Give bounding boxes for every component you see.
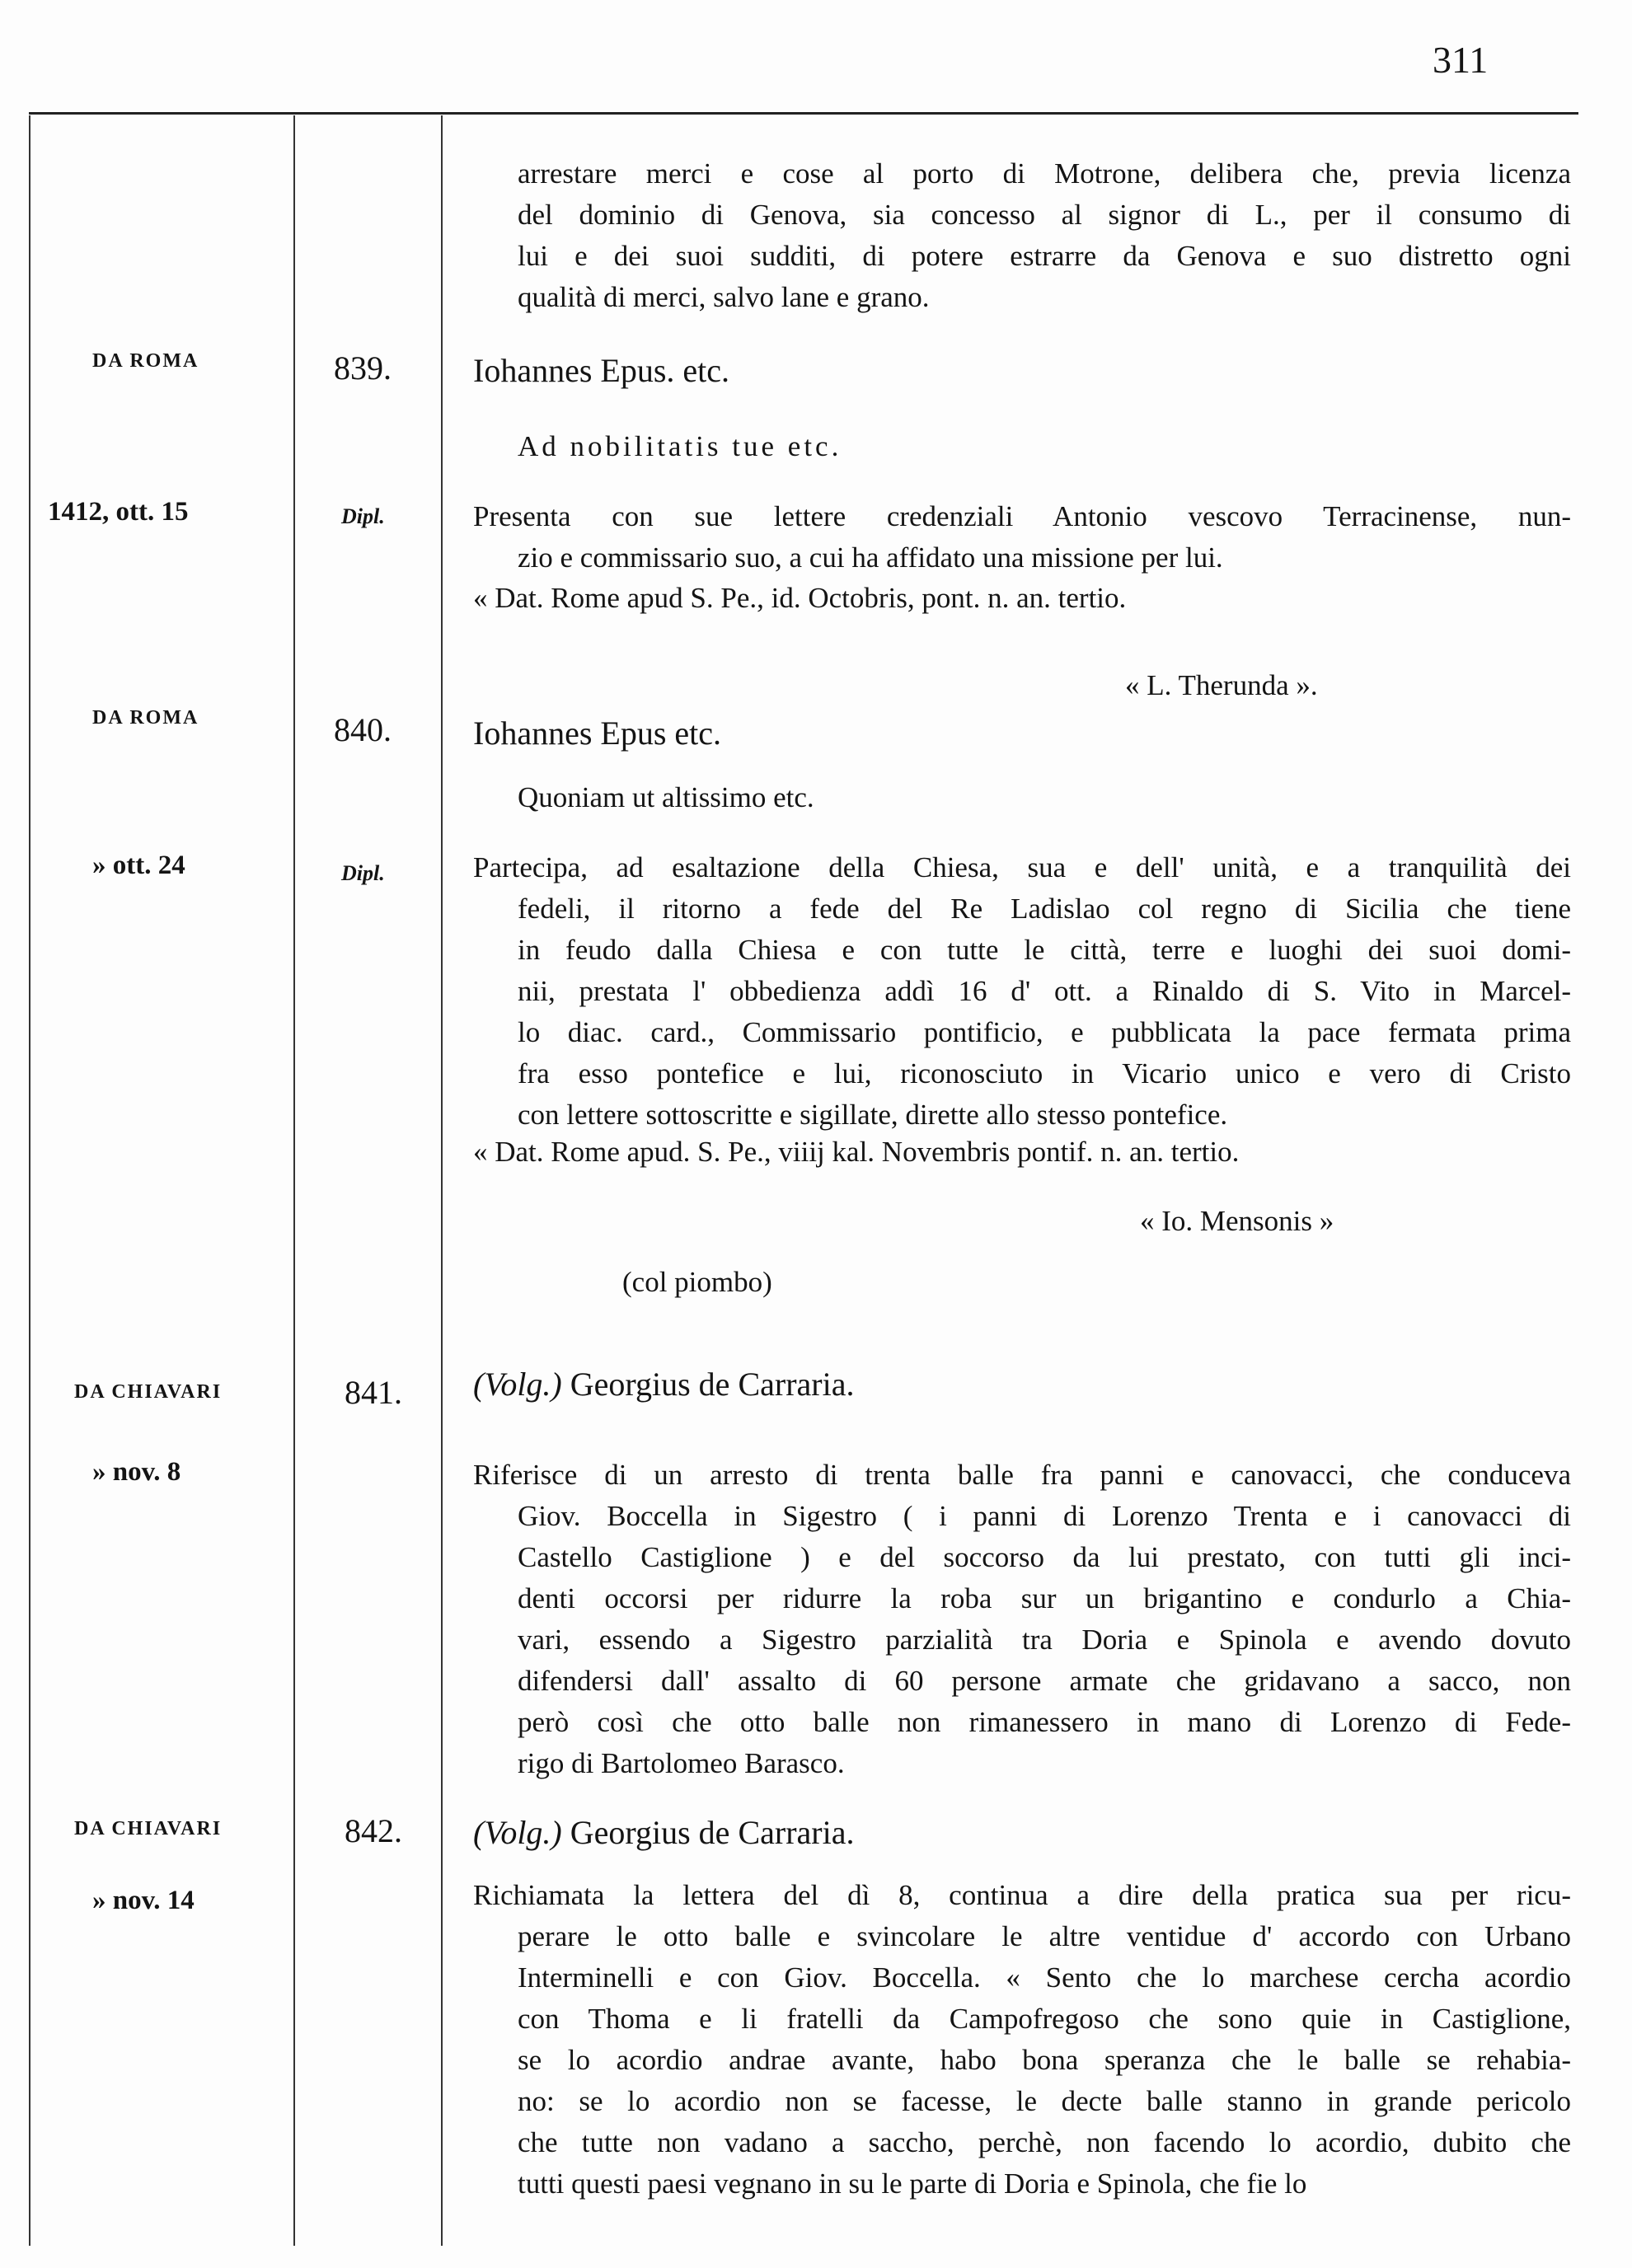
text-line: con Thoma e li fratelli da Campofregoso che sono quie in Castiglione, (518, 2003, 1571, 2035)
sender-prefix: (Volg.) (473, 1814, 562, 1851)
text-line: rigo di Bartolomeo Barasco. (518, 1747, 845, 1779)
entry-sender: Iohannes Epus etc. (473, 715, 722, 752)
entry-number: 840. (334, 711, 392, 748)
entry-signature: « L. Therunda ». (1125, 669, 1318, 701)
text-line: se lo acordio andrae avante, habo bona speranza che le balle se rehabia- (518, 2044, 1571, 2076)
text-line: no: se lo acordio non se facesse, le decte balle stanno in grande pericolo (518, 2085, 1571, 2117)
text-line: in feudo dalla Chiesa e con tutte le città, terre e luoghi dei suoi domi- (518, 934, 1571, 966)
text-line: zio e commissario suo, a cui ha affidato una missione per lui. (518, 541, 1223, 574)
entry-summary (473, 1455, 1571, 1784)
entry-number: 841. (345, 1374, 402, 1411)
text-line: vari, essendo a Sigestro parzialità tra Doria e Spinola e avendo dovuto (518, 1624, 1571, 1656)
text-line: fedeli, il ritorno a fede del Re Ladislao col regno di Sicilia che tiene (518, 893, 1571, 925)
text-line: fra esso pontefice e lui, riconosciuto in Vicario unico e vero di Cristo (518, 1057, 1571, 1089)
entry-sender-line (473, 1365, 854, 1403)
entry-incipit: Ad nobilitatis tue etc. (518, 430, 842, 462)
text-line: che tutte non vadano a saccho, perchè, non facendo lo acordio, dubito che (518, 2126, 1571, 2158)
text-line: perare le otto balle e svincolare le altre ventidue d' accordo con Urbano (518, 1920, 1571, 1952)
entry-summary (473, 847, 1571, 1136)
entry-signature: « Io. Mensonis » (1140, 1205, 1334, 1237)
text-line: con lettere sottoscritte e sigillate, dirette allo stesso pontefice. (518, 1099, 1228, 1131)
entry-summary (473, 496, 1571, 579)
entry-sender: Iohannes Epus. etc. (473, 352, 730, 389)
entry-sender-line (473, 1813, 854, 1852)
entry-place: DA ROMA (92, 707, 199, 729)
entry-type: Dipl. (341, 504, 385, 528)
text-line: Castello Castiglione ) e del soccorso da lui prestato, con tutti gli inci- (518, 1541, 1571, 1573)
entry-date: » ott. 24 (92, 850, 185, 880)
top-rule (29, 112, 1578, 115)
entry-number: 839. (334, 349, 392, 387)
entry-incipit: Quoniam ut altissimo etc. (518, 781, 814, 813)
entry-type: Dipl. (341, 861, 385, 885)
sender-prefix: (Volg.) (473, 1366, 562, 1403)
entry-number: 842. (345, 1812, 402, 1849)
text-line: Riferisce di un arresto di trenta balle fra panni e canovacci, che conduceva (473, 1459, 1571, 1491)
entry-datum: « Dat. Rome apud. S. Pe., viiij kal. Novembris pontif. n. an. tertio. (473, 1136, 1240, 1168)
text-line: denti occorsi per ridurre la roba sur un brigantino e condurlo a Chia- (518, 1582, 1571, 1614)
entry-place: DA CHIAVARI (74, 1381, 223, 1403)
continuation-paragraph (473, 153, 1571, 318)
page-number: 311 (1433, 39, 1489, 81)
entry-place: DA ROMA (92, 350, 199, 372)
text-line: Richiamata la lettera del dì 8, continua a dire della pratica sua per ricu- (473, 1879, 1571, 1911)
text-line: Partecipa, ad esaltazione della Chiesa, sua e dell' unità, e a tranquilità dei (473, 851, 1571, 883)
entry-date: 1412, ott. 15 (48, 497, 189, 527)
text-line: lo diac. card., Commissario pontificio, e pubblicata la pace fermata prima (518, 1016, 1571, 1048)
entry-sender: Georgius de Carraria. (570, 1366, 855, 1403)
text-line: tutti questi paesi vegnano in su le parte di Doria e Spinola, che fie lo (518, 2167, 1307, 2200)
seal-note: (col piombo) (622, 1266, 772, 1298)
column-divider-left (29, 115, 30, 2246)
entry-sender: Georgius de Carraria. (570, 1814, 855, 1851)
entry-date: » nov. 8 (92, 1457, 181, 1487)
entry-date: » nov. 14 (92, 1886, 195, 1915)
column-divider-middle (293, 115, 295, 2246)
text-line: lui e dei suoi sudditi, di potere estrarre da Genova e suo distretto ogni (518, 240, 1571, 272)
column-divider-right (441, 115, 443, 2246)
text-line: Presenta con sue lettere credenziali Antonio vescovo Terracinense, nun- (473, 500, 1571, 532)
text-line: però così che otto balle non rimanessero in mano di Lorenzo di Fede- (518, 1706, 1571, 1738)
text-line: Interminelli e con Giov. Boccella. « Sento che lo marchese cercha acordio (518, 1961, 1571, 1994)
entry-summary (473, 1875, 1571, 2205)
text-line: nii, prestata l' obbedienza addì 16 d' ott. a Rinaldo di S. Vito in Marcel- (518, 975, 1571, 1007)
text-line: arrestare merci e cose al porto di Motrone, delibera che, previa licenza (518, 157, 1571, 190)
entry-place: DA CHIAVARI (74, 1818, 223, 1839)
text-line: qualità di merci, salvo lane e grano. (518, 281, 930, 313)
text-line: del dominio di Genova, sia concesso al signor di L., per il consumo di (518, 199, 1571, 231)
entry-datum: « Dat. Rome apud S. Pe., id. Octobris, pont. n. an. tertio. (473, 582, 1127, 614)
text-line: difendersi dall' assalto di 60 persone armate che gridavano a sacco, non (518, 1665, 1571, 1697)
text-line: Giov. Boccella in Sigestro ( i panni di Lorenzo Trenta e i canovacci di (518, 1500, 1571, 1532)
